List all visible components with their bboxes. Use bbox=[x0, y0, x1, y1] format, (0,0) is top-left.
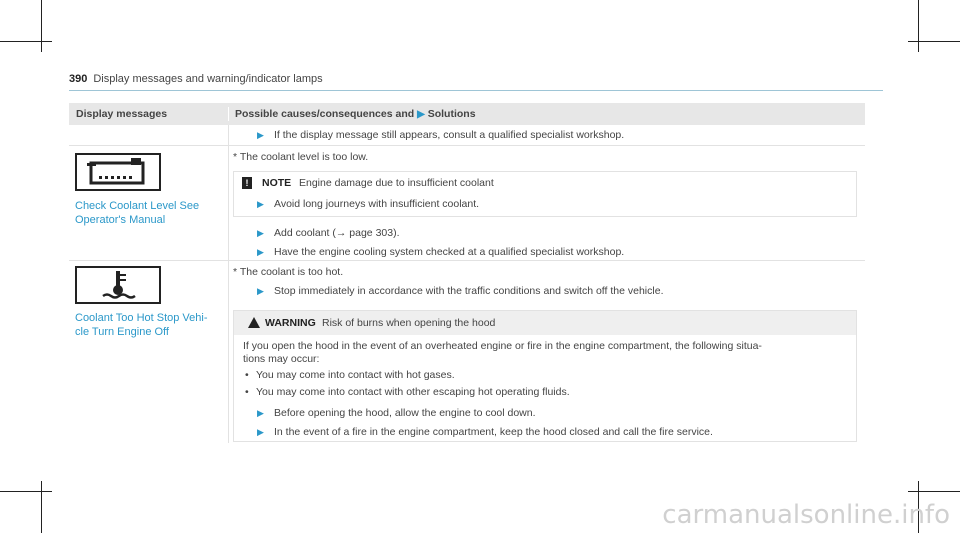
arrow-icon: ▶ bbox=[257, 247, 264, 257]
arrow-icon: ▶ bbox=[417, 109, 425, 120]
warning-label: WARNING bbox=[265, 317, 316, 329]
col-causes-header: Possible causes/consequences and ▶ Solutions bbox=[235, 108, 476, 120]
note-text: Engine damage due to insufficient coolant bbox=[299, 177, 494, 189]
warning-body: tions may occur: bbox=[243, 353, 320, 365]
col-display-messages-header: Display messages bbox=[76, 108, 168, 120]
warning-box bbox=[233, 310, 857, 442]
note-box bbox=[233, 171, 857, 217]
warning-bullet: You may come into contact with other escaping hot operating fluids. bbox=[256, 386, 570, 398]
header-rule bbox=[69, 90, 883, 91]
message-coolant-too-hot: Coolant Too Hot Stop Vehi- cle Turn Engine Off bbox=[75, 312, 208, 338]
warning-text: Risk of burns when opening the hood bbox=[322, 317, 496, 329]
note-label: NOTE bbox=[262, 177, 292, 189]
step-text: Add coolant (→ page 303). bbox=[274, 227, 400, 239]
watermark: carmanualsonline.info bbox=[662, 500, 950, 530]
coolant-level-icon bbox=[75, 153, 161, 191]
arrow-icon: ▶ bbox=[257, 408, 264, 418]
section-title: Display messages and warning/indicator lamps bbox=[93, 73, 323, 85]
notice-icon: ! bbox=[242, 177, 252, 189]
step-text: Stop immediately in accordance with the traffic conditions and switch off the vehicle. bbox=[274, 285, 664, 297]
note-step: Avoid long journeys with insufficient coolant. bbox=[274, 198, 480, 210]
page-header bbox=[69, 73, 323, 85]
page-number: 390 bbox=[69, 73, 88, 85]
table-row bbox=[69, 146, 865, 261]
display-messages-table bbox=[69, 103, 865, 443]
cause-text: * The coolant is too hot. bbox=[233, 266, 344, 278]
message-check-coolant: Check Coolant Level See Operator's Manual bbox=[75, 200, 200, 226]
warning-icon bbox=[248, 317, 260, 328]
step-text: If the display message still appears, consult a qualified specialist workshop. bbox=[274, 129, 625, 141]
arrow-icon: ▶ bbox=[257, 199, 264, 209]
arrow-icon: ▶ bbox=[257, 427, 264, 437]
cause-text: * The coolant level is too low. bbox=[233, 151, 369, 163]
bullet-dot: • bbox=[245, 369, 249, 381]
bullet-dot: • bbox=[245, 386, 249, 398]
table-header bbox=[69, 103, 865, 125]
table-row bbox=[69, 261, 865, 443]
step-text: Have the engine cooling system checked at a qualified specialist workshop. bbox=[274, 246, 625, 258]
warning-bullet: You may come into contact with hot gases. bbox=[256, 369, 455, 381]
coolant-temperature-icon bbox=[75, 266, 161, 304]
warning-step: In the event of a fire in the engine compartment, keep the hood closed and call the fire service. bbox=[274, 426, 713, 438]
warning-step: Before opening the hood, allow the engine to cool down. bbox=[274, 407, 536, 419]
warning-body: If you open the hood in the event of an overheated engine or fire in the engine compartment, the following situa- bbox=[243, 340, 762, 352]
table-row bbox=[69, 125, 865, 146]
arrow-icon: ▶ bbox=[257, 130, 264, 140]
arrow-icon: ▶ bbox=[257, 228, 264, 238]
arrow-icon: ▶ bbox=[257, 286, 264, 296]
